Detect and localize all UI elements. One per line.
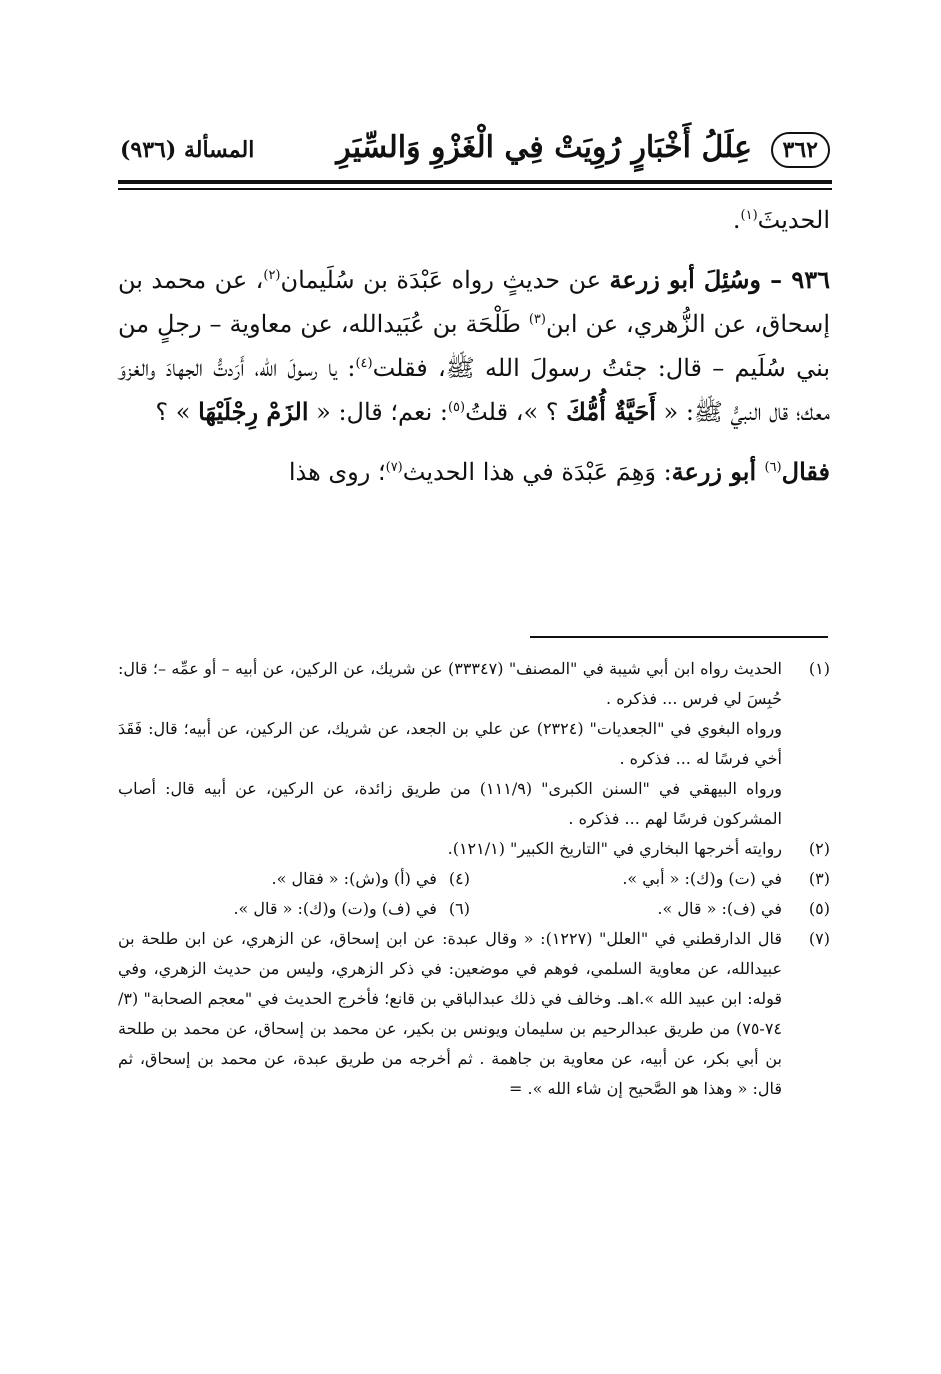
footnotes bbox=[118, 654, 830, 1104]
footnote-7: (٧) قال الدارقطني في "العلل" (١٢٢٧): « وقال عبدة: عن ابن إسحاق، عن الزهري، عن ابن طلحة بن عبيدالله، عن معاوية السلمي، فوهم في موضعين: في ذكر الزهري، وليس من حديث الزهري، وفي قوله: ابن عبيد الله ».اهـ. وخالف في ذلك عبدالباقي بن قانع؛ فأخرج الحديث في "معجم الصحابة" (٣/ ٧٤-٧٥) من طريق عبدالرحيم بن سليمان ويونس بن بكير، عن محمد بن إسحاق، عن محمد بن طلحة بن أبي بكر، عن أبيه، عن معاوية بن جاهمة . ثم أخرجه من طريق عبدة، عن محمد بن إسحاق، ثم قال: « وهذا هو الصَّحيح إن شاء الله ». = bbox=[118, 924, 830, 1104]
running-title: عِلَلُ أَخْبَارٍ رُوِيَتْ فِي الْغَزْوِ وَالسِّيَرِ bbox=[336, 130, 752, 165]
continuation-line: الحديثَ$^{(١)}$. bbox=[732, 206, 830, 234]
hadith-quote: أَحَيَّةٌ أُمُّكَ bbox=[566, 397, 656, 426]
issue-label: ٩٣٦ – bbox=[761, 265, 830, 294]
hadith-quote: الزَمْ رِجْلَيْهَا bbox=[198, 397, 309, 426]
footnote-number: (٥) bbox=[808, 899, 830, 918]
answer-paragraph: فقال$^{(٦)}$ أبو زرعة: وَهِمَ عَبْدَة في هذا الحديث$^{(٧)}$؛ روى هذا bbox=[288, 457, 830, 486]
footnote-ref: (٦) bbox=[764, 460, 782, 475]
footnote-ref: (٢) bbox=[263, 268, 281, 283]
footnote-ref: (٥) bbox=[447, 400, 466, 415]
issue-number: المسألة (٩٣٦) bbox=[120, 137, 255, 163]
page-number: ٣٦٢ bbox=[771, 132, 830, 168]
footnote-3-4: (٣) في (ت) و(ك): « أبي ». (٤)في (أ) و(ش): « فقال ». bbox=[118, 864, 830, 894]
footnote-5-6: (٥) في (ف): « قال ». (٦)في (ف) و(ت) و(ك): « قال ». bbox=[118, 894, 830, 924]
footnote-ref: (٤) bbox=[355, 356, 373, 371]
header-rule-thick bbox=[118, 180, 832, 184]
footnote-2: (٢) روايته أخرجها البخاري في "التاريخ الكبير" (١٢١/١). bbox=[118, 834, 830, 864]
question-paragraph: ٩٣٦ – وسُئِلَ أبو زرعة عن حديثٍ رواه عَبْدَة بن سُلَيمان$^{(٢)}$، عن محمد بن إسحاق، عن الزُّهري، عن ابن$^{(٣)}$ طَلْحَة بن عُبَيدالله، عن معاوية – رجلٍ من بني سُلَيم – قال: جئتُ رسولَ الله ﷺ، فقلت$^{(٤)}$: يا رسولَ الله، أَرَدتُّ الجهادَ والغزوَ معك؛ قال النبيُّ ﷺ: « أَحَيَّةٌ أُمُّكَ ؟ »، قلتُ$^{(٥)}$: نعم؛ قال: « الزَمْ رِجْلَيْهَا » ؟ bbox=[118, 265, 831, 426]
footnote-number: (٤) bbox=[448, 869, 470, 888]
footnote-number: (٦) bbox=[448, 899, 470, 918]
main-text bbox=[118, 198, 830, 494]
footnote-1: (١) الحديث رواه ابن أبي شيبة في "المصنف" (٣٣٣٤٧) عن شريك، عن الركين، عن أبيه – أو عمِّه –؛ قال: حُبِسَ لي فرس ... فذكره . ورواه البغوي في "الجعديات" (٢٣٢٤) عن علي بن الجعد، عن شريك، عن الركين، عن أبيه؛ قال: فَقَدَ أخي فرسًا له ... فذكره . ورواه البيهقي في "السنن الكبرى" (١١١/٩) من طريق زائدة، عن الركين، عن أبيه قال: أصاب المشركون فرسًا لهم ... فذكره . bbox=[118, 654, 830, 834]
footnote-ref: (٧) bbox=[385, 460, 403, 475]
footnote-ref: (٣) bbox=[528, 312, 546, 327]
footnote-ref: (١) bbox=[740, 208, 758, 223]
footnote-separator bbox=[530, 636, 828, 638]
footnote-number: (٣) bbox=[808, 869, 830, 888]
footnote-number: (١) bbox=[808, 659, 830, 678]
header-rule-thin bbox=[118, 188, 832, 190]
footnote-number: (٢) bbox=[808, 839, 830, 858]
footnote-number: (٧) bbox=[808, 929, 830, 948]
page-header bbox=[120, 128, 830, 174]
